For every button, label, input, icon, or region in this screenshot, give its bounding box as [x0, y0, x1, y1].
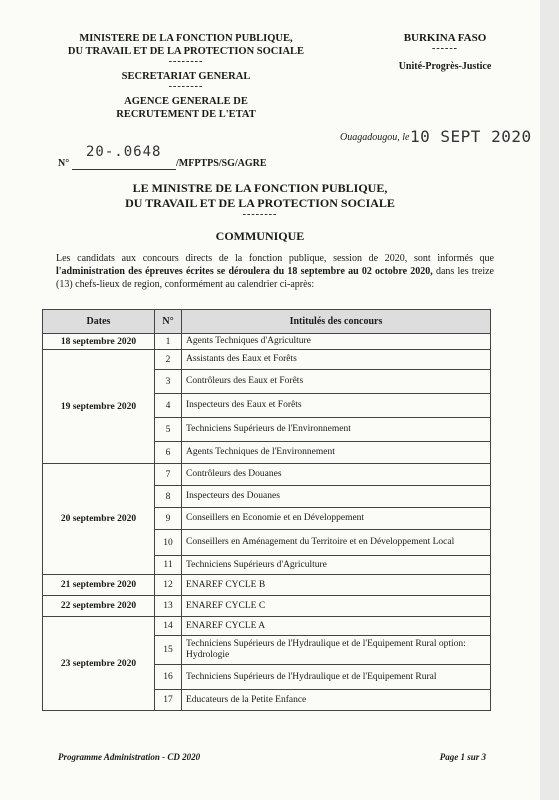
exam-title-cell: ENAREF CYCLE B	[182, 575, 491, 596]
country-name: BURKINA FASO	[403, 32, 487, 44]
exam-title-cell: Educateurs de la Petite Enfance	[182, 690, 491, 711]
table-row	[43, 617, 491, 636]
number-cell: 2	[155, 350, 182, 370]
date-cell: 18 septembre 2020	[43, 334, 155, 350]
exam-title-cell: Techniciens Supérieurs d'Agriculture	[182, 556, 491, 575]
communique-heading: COMMUNIQUE	[215, 229, 305, 243]
page-number: Page 1 sur 3	[439, 752, 486, 762]
number-cell: 6	[155, 442, 182, 464]
exam-title-cell: ENAREF CYCLE C	[182, 596, 491, 617]
page-footer	[58, 752, 486, 762]
separator: --------	[168, 81, 204, 92]
number-cell: 9	[155, 508, 182, 530]
number-cell: 12	[155, 575, 182, 596]
number-cell: 11	[155, 556, 182, 575]
column-header: Dates	[43, 310, 155, 334]
exam-title-cell: Contrôleurs des Douanes	[182, 464, 491, 486]
exam-title-cell: Inspecteurs des Eaux et Forêts	[182, 394, 491, 418]
table-header-row	[43, 310, 491, 334]
number-cell: 13	[155, 596, 182, 617]
exam-title-cell: Assistants des Eaux et Forêts	[182, 350, 491, 370]
paragraph-part: dans les treize (13) chefs-lieux de region, conformément au calendrier ci-après:	[56, 266, 494, 290]
table-row	[43, 596, 491, 617]
number-cell: 7	[155, 464, 182, 486]
separator: --------	[242, 209, 278, 220]
number-cell: 14	[155, 617, 182, 636]
number-prefix: N°	[58, 158, 70, 169]
minister-line-2: DU TRAVAIL ET DE LA PROTECTION SOCIALE	[125, 196, 395, 210]
exam-title-cell: Techniciens Supérieurs de l'Hydraulique et de l'Equipement Rural option: Hydrologie	[182, 636, 491, 665]
exam-title-cell: Agents Techniques de l'Environnement	[182, 442, 491, 464]
exam-title-cell: Conseillers en Economie et en Développement	[182, 508, 491, 530]
date-stamp: 10 SEPT 2020	[410, 127, 532, 146]
number-cell: 17	[155, 690, 182, 711]
exam-title-cell: ENAREF CYCLE A	[182, 617, 491, 636]
exam-title-cell: Agents Techniques d'Agriculture	[182, 334, 491, 350]
number-cell: 8	[155, 486, 182, 508]
country-block	[370, 32, 520, 72]
date-cell: 21 septembre 2020	[43, 575, 155, 596]
exam-title-cell: Techniciens Supérieurs de l'Hydraulique et de l'Equipement Rural	[182, 665, 491, 690]
agency-line-2: RECRUTEMENT DE L'ETAT	[116, 109, 256, 120]
paragraph-part: Les candidats aux concours directs de la fonction publique, session de 2020, sont informés que	[56, 253, 494, 264]
table-row	[43, 575, 491, 596]
paragraph-emphasis: l'administration des épreuves écrites se déroulera du 18 septembre au 02 octobre 2020,	[56, 266, 433, 277]
separator: ------	[432, 43, 458, 54]
date-cell: 20 septembre 2020	[43, 464, 155, 575]
country-motto: Unité-Progrès-Justice	[398, 61, 492, 72]
table-row	[43, 350, 491, 370]
date-cell: 19 septembre 2020	[43, 350, 155, 464]
minister-title	[40, 181, 480, 219]
exam-title-cell: Contrôleurs des Eaux et Forêts	[182, 370, 491, 394]
exam-title-cell: Conseillers en Aménagement du Territoire et en Développement Local	[182, 530, 491, 556]
number-cell: 4	[155, 394, 182, 418]
table-row	[43, 464, 491, 486]
reference-number	[58, 142, 328, 170]
number-cell: 3	[155, 370, 182, 394]
exam-schedule-table	[42, 309, 491, 711]
column-header: Intitulés des concours	[182, 310, 491, 334]
number-cell: 15	[155, 636, 182, 665]
minister-line-1: LE MINISTRE DE LA FONCTION PUBLIQUE,	[132, 181, 388, 195]
number-cell: 5	[155, 418, 182, 442]
separator: --------	[168, 56, 204, 67]
agency-line-1: AGENCE GENERALE DE	[124, 96, 248, 107]
number-suffix: /MFPTPS/SG/AGRE	[176, 158, 267, 169]
exam-title-cell: Inspecteurs des Douanes	[182, 486, 491, 508]
number-cell: 10	[155, 530, 182, 556]
place-label: Ouagadougou, le	[340, 132, 410, 143]
stamped-number: 20-.0648	[86, 144, 162, 160]
number-underline	[72, 169, 176, 170]
announcement-paragraph	[56, 252, 494, 291]
number-cell: 16	[155, 665, 182, 690]
secretariat: SECRETARIAT GENERAL	[121, 71, 251, 82]
issuer-block	[36, 32, 336, 121]
ministry-line-2: DU TRAVAIL ET DE LA PROTECTION SOCIALE	[67, 46, 305, 57]
table-row	[43, 334, 491, 350]
ministry-line-1: MINISTERE DE LA FONCTION PUBLIQUE,	[79, 33, 293, 44]
number-cell: 1	[155, 334, 182, 350]
footer-program: Programme Administration - CD 2020	[58, 752, 201, 762]
column-header: N°	[155, 310, 182, 334]
exam-title-cell: Techniciens Supérieurs de l'Environnement	[182, 418, 491, 442]
date-cell: 22 septembre 2020	[43, 596, 155, 617]
date-cell: 23 septembre 2020	[43, 617, 155, 711]
